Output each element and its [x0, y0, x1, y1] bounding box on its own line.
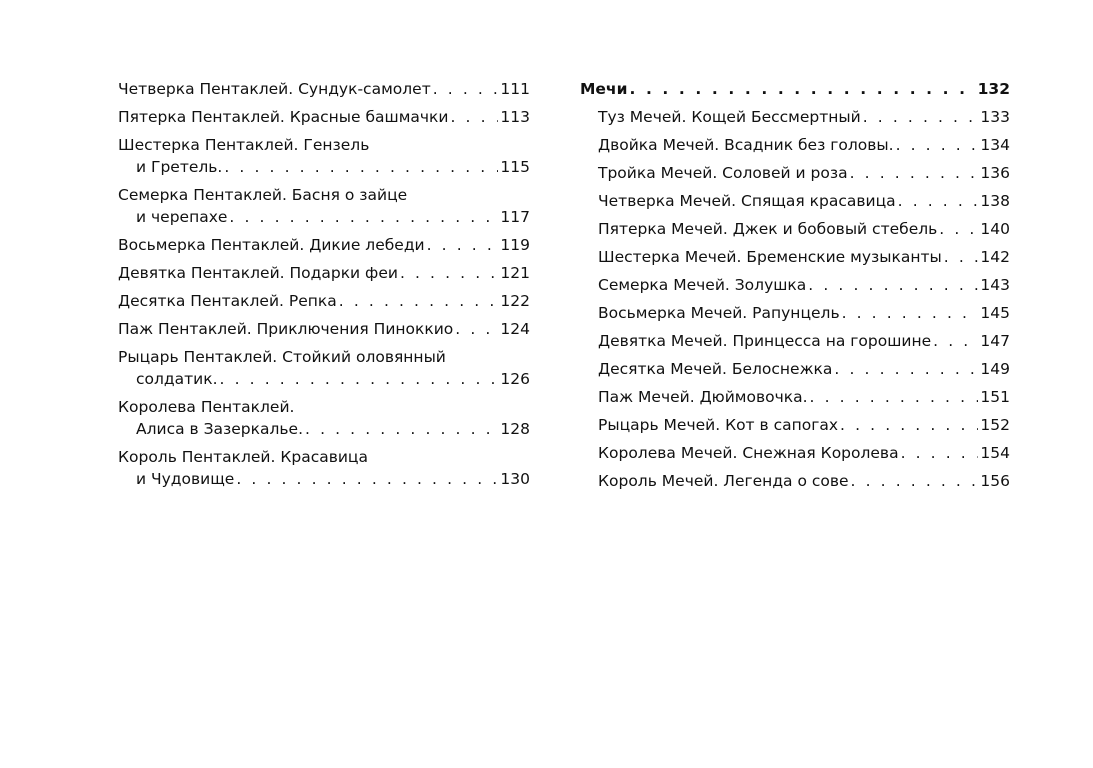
- dot-leader: [229, 206, 498, 228]
- toc-page-number: 151: [980, 388, 1010, 406]
- dot-leader: [944, 246, 979, 268]
- toc-entry-title: Семерка Мечей. Золушка: [598, 276, 807, 294]
- toc-entry: [580, 442, 1010, 464]
- dot-leader: [850, 162, 979, 184]
- toc-page-number: 111: [500, 80, 530, 98]
- toc-page-number: 128: [500, 420, 530, 438]
- toc-entry: [580, 330, 1010, 352]
- toc-entry: [118, 262, 530, 284]
- toc-entry: [118, 346, 530, 390]
- toc-entry-title: Пятерка Пентаклей. Красные башмачки: [118, 108, 449, 126]
- dot-leader: [898, 190, 979, 212]
- dot-leader: [427, 234, 499, 256]
- toc-entry: [580, 190, 1010, 212]
- dot-leader: [339, 290, 499, 312]
- dot-leader: [901, 442, 979, 464]
- toc-entry: [118, 290, 530, 312]
- toc-entry: [118, 106, 530, 128]
- toc-entry-title: Четверка Мечей. Спящая красавица: [598, 192, 896, 210]
- toc-page-number: 156: [980, 472, 1010, 490]
- toc-page-number: 143: [980, 276, 1010, 294]
- toc-page-number: 133: [980, 108, 1010, 126]
- toc-entry: [118, 234, 530, 256]
- toc-entry-title-continuation: и Гретель.: [136, 158, 223, 176]
- dot-leader: [842, 302, 979, 324]
- toc-entry: [580, 162, 1010, 184]
- dot-leader: [629, 78, 975, 100]
- toc-entry: [580, 78, 1010, 100]
- toc-entry-title: Паж Пентаклей. Приключения Пиноккио: [118, 320, 454, 338]
- toc-entry-title: Паж Мечей. Дюймовочка.: [598, 388, 808, 406]
- toc-entry-title: Семерка Пентаклей. Басня о зайце: [118, 186, 408, 204]
- toc-entry-title-continuation: Алиса в Зазеркалье.: [136, 420, 304, 438]
- toc-page-number: 136: [980, 164, 1010, 182]
- dot-leader: [863, 106, 979, 128]
- dot-leader: [224, 156, 498, 178]
- dot-leader: [400, 262, 498, 284]
- toc-right-column: [580, 78, 1010, 498]
- dot-leader: [450, 106, 498, 128]
- dot-leader: [220, 368, 499, 390]
- toc-page-number: 145: [980, 304, 1010, 322]
- toc-entry: [118, 318, 530, 340]
- dot-leader: [834, 358, 978, 380]
- toc-page-number: 119: [500, 236, 530, 254]
- dot-leader: [433, 78, 499, 100]
- toc-entry: [580, 358, 1010, 380]
- toc-page-number: 149: [980, 360, 1010, 378]
- dot-leader: [810, 386, 979, 408]
- toc-entry: [580, 302, 1010, 324]
- toc-entry-title: Девятка Пентаклей. Подарки феи: [118, 264, 398, 282]
- toc-entry-title: Восьмерка Мечей. Рапунцель: [598, 304, 840, 322]
- toc-entry-title: Девятка Мечей. Принцесса на горошине: [598, 332, 932, 350]
- toc-entry: [118, 78, 530, 100]
- toc-entry-title: Королева Мечей. Снежная Королева: [598, 444, 899, 462]
- toc-entry: [580, 386, 1010, 408]
- dot-leader: [896, 134, 979, 156]
- toc-page-number: 113: [500, 108, 530, 126]
- toc-page-number: 140: [980, 220, 1010, 238]
- toc-entry-title: Шестерка Мечей. Бременские музыканты: [598, 248, 942, 266]
- toc-page-number: 154: [980, 444, 1010, 462]
- dot-leader: [236, 468, 498, 490]
- dot-leader: [851, 470, 979, 492]
- toc-entry-title: Шестерка Пентаклей. Гензель: [118, 136, 370, 154]
- toc-page-number: 138: [980, 192, 1010, 210]
- dot-leader: [933, 330, 978, 352]
- toc-page-number: 122: [500, 292, 530, 310]
- toc-page-number: 134: [980, 136, 1010, 154]
- toc-left-column: [118, 78, 530, 496]
- toc-entry: [580, 106, 1010, 128]
- toc-page-number: 115: [500, 158, 530, 176]
- toc-entry: [118, 184, 530, 228]
- toc-entry-title: Король Пентаклей. Красавица: [118, 448, 368, 466]
- toc-page-number: 142: [980, 248, 1010, 266]
- toc-page-number: 132: [977, 80, 1010, 98]
- toc-entry-title: Королева Пентаклей.: [118, 398, 295, 416]
- toc-entry: [118, 134, 530, 178]
- toc-entry-title: Король Мечей. Легенда о сове: [598, 472, 849, 490]
- toc-entry-title: Десятка Пентаклей. Репка: [118, 292, 337, 310]
- toc-entry-title: Десятка Мечей. Белоснежка: [598, 360, 833, 378]
- toc-page-number: 130: [500, 470, 530, 488]
- toc-entry-title: Четверка Пентаклей. Сундук-самолет: [118, 80, 431, 98]
- toc-page-number: 147: [980, 332, 1010, 350]
- toc-entry-title-continuation: и Чудовище: [136, 470, 235, 488]
- toc-entry: [580, 246, 1010, 268]
- toc-page-number: 121: [500, 264, 530, 282]
- dot-leader: [808, 274, 978, 296]
- toc-entry: [118, 446, 530, 490]
- dot-leader: [939, 218, 978, 240]
- toc-entry: [580, 218, 1010, 240]
- toc-entry: [580, 134, 1010, 156]
- toc-entry-title-continuation: солдатик.: [136, 370, 218, 388]
- toc-page-number: 124: [500, 320, 530, 338]
- toc-entry-title: Мечи: [580, 80, 628, 98]
- toc-entry-title: Пятерка Мечей. Джек и бобовый стебель: [598, 220, 938, 238]
- toc-entry-title-continuation: и черепахе: [136, 208, 228, 226]
- toc-entry-title: Туз Мечей. Кощей Бессмертный: [598, 108, 861, 126]
- toc-page-number: 126: [500, 370, 530, 388]
- toc-entry: [118, 396, 530, 440]
- toc-entry: [580, 470, 1010, 492]
- dot-leader: [305, 418, 498, 440]
- toc-entry-title: Рыцарь Пентаклей. Стойкий оловянный: [118, 348, 446, 366]
- dot-leader: [840, 414, 978, 436]
- toc-entry-title: Двойка Мечей. Всадник без головы.: [598, 136, 894, 154]
- toc-entry-title: Восьмерка Пентаклей. Дикие лебеди: [118, 236, 425, 254]
- toc-page-number: 117: [500, 208, 530, 226]
- toc-entry-title: Тройка Мечей. Соловей и роза: [598, 164, 848, 182]
- toc-entry-title: Рыцарь Мечей. Кот в сапогах: [598, 416, 839, 434]
- toc-entry: [580, 414, 1010, 436]
- toc-page-number: 152: [980, 416, 1010, 434]
- toc-entry: [580, 274, 1010, 296]
- dot-leader: [455, 318, 498, 340]
